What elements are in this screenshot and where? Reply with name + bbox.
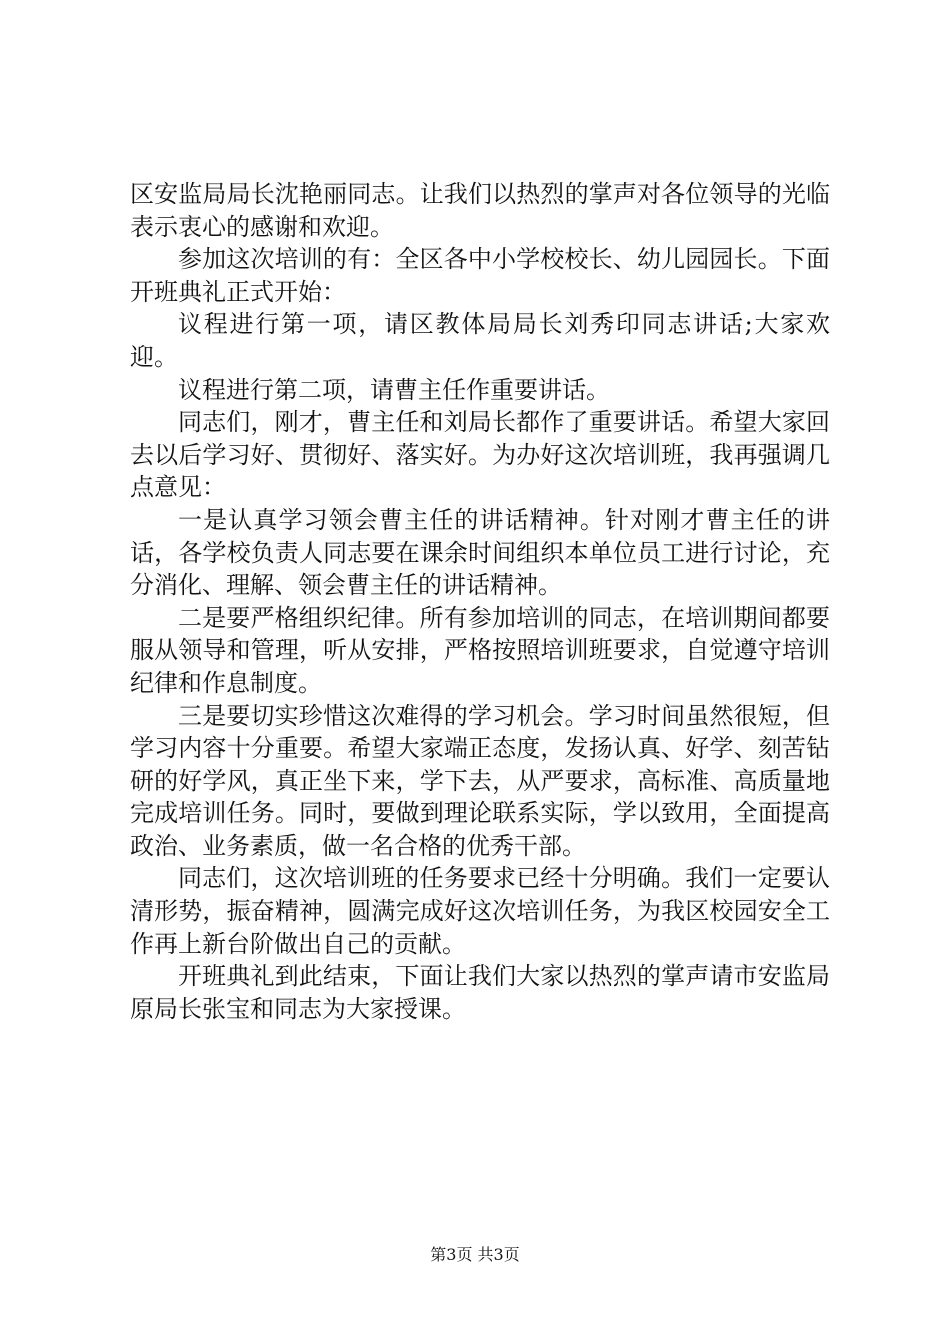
page-footer bbox=[0, 1242, 950, 1265]
paragraph-point-2: 二是要严格组织纪律。所有参加培训的同志，在培训期间都要服从领导和管理，听从安排，严格按照培训班要求，自觉遵守培训纪律和作息制度。 bbox=[130, 603, 830, 697]
document-body bbox=[130, 178, 830, 1025]
paragraph-attendees: 参加这次培训的有：全区各中小学校校长、幼儿园园长。下面开班典礼正式开始： bbox=[130, 245, 830, 306]
page-number-label: 第3页 共3页 bbox=[430, 1245, 520, 1264]
paragraph-remarks-intro: 同志们，刚才，曹主任和刘局长都作了重要讲话。希望大家回去以后学习好、贯彻好、落实好。为办好这次培训班，我再强调几点意见： bbox=[130, 408, 830, 502]
paragraph-agenda-item-1: 议程进行第一项，请区教体局局长刘秀印同志讲话;大家欢迎。 bbox=[130, 310, 830, 371]
paragraph-agenda-item-2: 议程进行第二项，请曹主任作重要讲话。 bbox=[178, 375, 610, 404]
paragraph-conclusion: 同志们，这次培训班的任务要求已经十分明确。我们一定要认清形势，振奋精神，圆满完成好这次培训任务，为我区校园安全工作再上新台阶做出自己的贡献。 bbox=[130, 864, 830, 958]
paragraph-point-1: 一是认真学习领会曹主任的讲话精神。针对刚才曹主任的讲话，各学校负责人同志要在课余时间组织本单位员工进行讨论，充分消化、理解、领会曹主任的讲话精神。 bbox=[130, 505, 830, 600]
paragraph-continuation: 区安监局局长沈艳丽同志。让我们以热烈的掌声对各位领导的光临表示衷心的感谢和欢迎。 bbox=[130, 180, 830, 241]
paragraph-point-3: 三是要切实珍惜这次难得的学习机会。学习时间虽然很短，但学习内容十分重要。希望大家端正态度，发扬认真、好学、刻苦钻研的好学风，真正坐下来，学下去，从严要求，高标准、高质量地完成培训任务。同时，要做到理论联系实际，学以致用，全面提高政治、业务素质，做一名合格的优秀干部。 bbox=[130, 701, 830, 860]
paragraph-closing: 开班典礼到此结束，下面让我们大家以热烈的掌声请市安监局原局长张宝和同志为大家授课。 bbox=[130, 962, 830, 1023]
